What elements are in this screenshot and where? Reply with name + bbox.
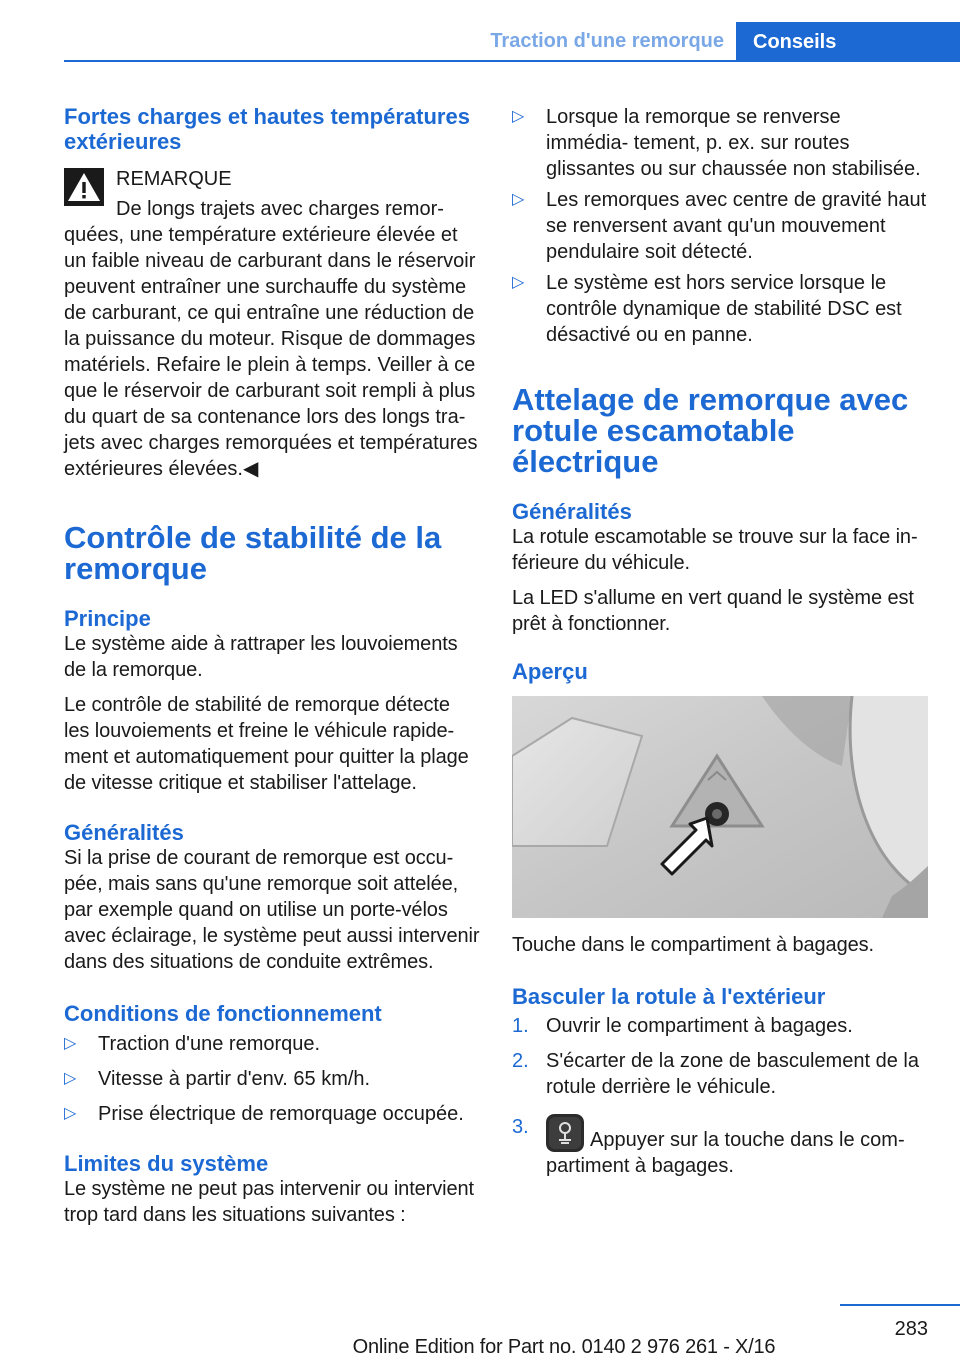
- note-first-line: De longs trajets avec charges remor-: [116, 198, 444, 220]
- list-item: ▷ Le système est hors service lorsque le contrôle dynamique de stabilité DSC est désactivé ou en panne.: [512, 272, 902, 346]
- limits-list: [512, 104, 928, 348]
- list-item: ▷ Vitesse à partir d'env. 65 km/h.: [64, 1068, 371, 1090]
- trunk-button-photo: [512, 696, 928, 918]
- warning-note: [64, 166, 480, 482]
- triangle-bullet-icon: ▷: [512, 108, 525, 125]
- conditions-list: [64, 1031, 480, 1127]
- list-item: ▷ Les remorques avec centre de gravité haut se renversent avant qu'un mouvement pendulaire soit détecté.: [512, 189, 927, 263]
- running-header-section: Traction d'une remorque: [490, 30, 724, 52]
- paragraph-generalites: Si la prise de courant de remorque est occu- pée, mais sans qu'une remorque soit attelée, par exemple quand on utilise un porte-vélos avec éclairage, le système peut aussi intervenir dans des situations de conduite extrêmes.: [64, 847, 480, 973]
- heading-generalites: Généralités: [64, 820, 184, 845]
- triangle-bullet-icon: ▷: [64, 1070, 77, 1087]
- triangle-bullet-icon: ▷: [64, 1035, 77, 1052]
- triangle-bullet-icon: ▷: [512, 191, 525, 208]
- paragraph-limites: Le système ne peut pas intervenir ou intervient trop tard dans les situations suivantes :: [64, 1178, 474, 1226]
- edition-footer: Online Edition for Part no. 0140 2 976 261 - X/16: [352, 1336, 776, 1358]
- tow-hitch-button-icon: [546, 1114, 584, 1152]
- header-rule: [64, 60, 960, 62]
- note-body: quées, une température extérieure élevée et un faible niveau de carburant dans le réservoir peuvent entraîner une surchauffe du système de carburant, ce qui entraîne une réduction de la puissance du moteur. Risque de dommages matériels. Refaire le plein à temps. Veiller à ce que le réservoir de carburant soit rempli à plus du quart de sa contenance lors des longs tra- jets avec charges remorquées et températures extérieures élevées.◀: [64, 224, 478, 480]
- heading-generalites-attelage: Généralités: [512, 499, 632, 524]
- list-item: ▷ Traction d'une remorque.: [64, 1033, 321, 1055]
- heading-attelage: Attelage de remorque avec rotule escamotable électrique: [512, 382, 909, 479]
- photo-caption: Touche dans le compartiment à bagages.: [512, 934, 874, 956]
- paragraph-principe-2: Le contrôle de stabilité de remorque détecte les louvoiements et freine le véhicule rapide- ment et automatiquement pour quitter la plage de vitesse critique et stabiliser l'attelage.: [64, 694, 469, 794]
- warning-triangle-icon: [64, 168, 104, 206]
- note-label: REMARQUE: [116, 168, 232, 190]
- triangle-bullet-icon: ▷: [64, 1105, 77, 1122]
- heading-conditions: Conditions de fonctionnement: [64, 1001, 382, 1026]
- heading-apercu: Aperçu: [512, 659, 588, 684]
- paragraph-principe-1: Le système aide à rattraper les louvoiements de la remorque.: [64, 633, 458, 681]
- heading-limites: Limites du système: [64, 1151, 269, 1176]
- steps-list: [512, 1013, 928, 1179]
- right-column: [512, 104, 928, 1188]
- list-item: ▷ Prise électrique de remorquage occupée.: [64, 1103, 464, 1125]
- heading-controle-stabilite: Contrôle de stabilité de la remorque: [64, 520, 442, 586]
- triangle-bullet-icon: ▷: [512, 274, 525, 291]
- list-item: 1. Ouvrir le compartiment à bagages.: [512, 1015, 853, 1037]
- footer-rule: [840, 1304, 960, 1306]
- heading-fortes-charges: Fortes charges et hautes températures extérieures: [64, 104, 470, 154]
- heading-principe: Principe: [64, 606, 151, 631]
- running-header-tab: Conseils: [736, 22, 960, 62]
- paragraph-generalites-1: La rotule escamotable se trouve sur la face in- férieure du véhicule.: [512, 526, 918, 574]
- page-number: 283: [894, 1318, 928, 1340]
- list-item: 3. Appuyer sur la touche dans le com- partiment à bagages.: [512, 1116, 905, 1177]
- list-item: ▷ Lorsque la remorque se renverse immédia- tement, p. ex. sur routes glissantes ou sur chaussée non stabilisée.: [512, 106, 921, 180]
- paragraph-generalites-2: La LED s'allume en vert quand le système est prêt à fonctionner.: [512, 587, 914, 635]
- left-column: [64, 104, 480, 1237]
- heading-basculer: Basculer la rotule à l'extérieur: [512, 984, 826, 1009]
- list-item: 2. S'écarter de la zone de basculement de la rotule derrière le véhicule.: [512, 1050, 919, 1098]
